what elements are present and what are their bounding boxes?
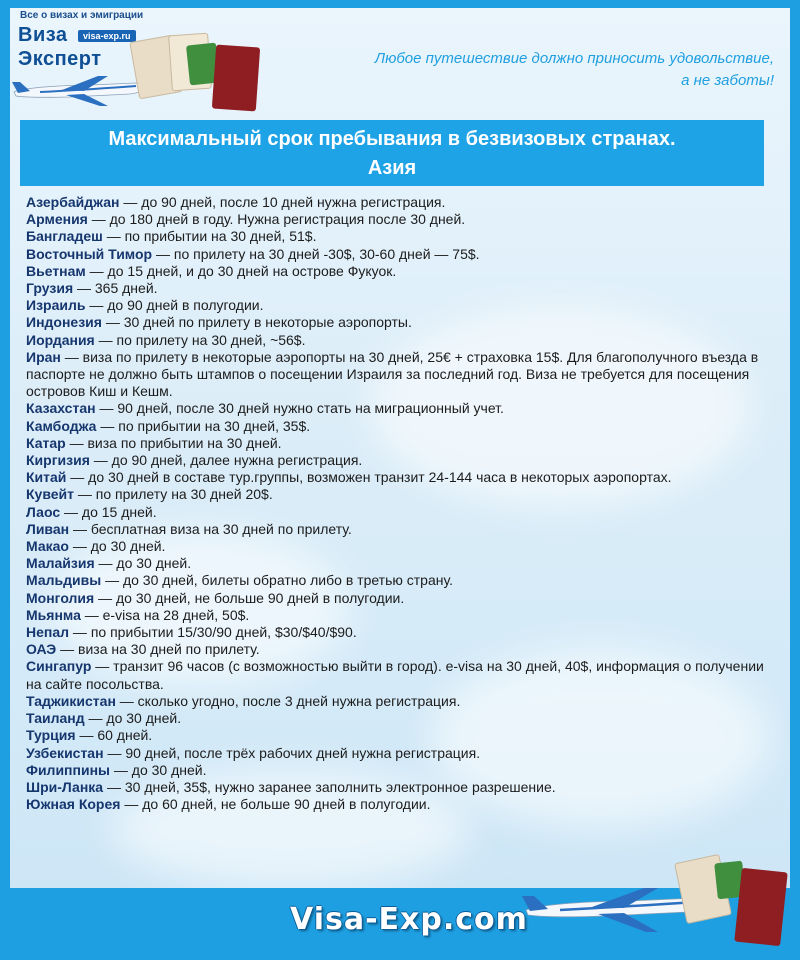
country-rule: — по прилету на 30 дней -30$, 30-60 дней — 75$. — [152, 245, 480, 262]
country-rule: — 90 дней, после 30 дней нужно стать на миграционный учет. — [95, 400, 504, 417]
country-rule: — по прилету на 30 дней 20$. — [74, 486, 273, 503]
list-item — [26, 418, 766, 435]
country-list — [26, 194, 766, 813]
country-rule: — до 30 дней в составе тур.группы, возможен транзит 24-144 часа в некоторых аэропортах. — [66, 469, 672, 486]
title-line: Азия — [367, 157, 417, 179]
country-name: Казахстан — [26, 400, 96, 417]
country-rule: — до 15 дней, и до 30 дней на острове Фукуок. — [85, 262, 397, 279]
country-rule: — виза по прилету в некоторые аэропорты на 30 дней, 25€ + страховка 15$. Для благополучного въезда в паспорте не должно быть штампов о посещении Израиля за последний год. Виза не требуется для посещения островов Киш и Кешм. — [26, 348, 759, 400]
list-item — [26, 521, 766, 538]
country-rule: — 30 дней, 35$, нужно заранее заполнить электронное разрешение. — [103, 778, 556, 795]
slogan-line: а не заботы! — [681, 72, 774, 89]
country-rule: — виза на 30 дней по прилету. — [56, 641, 260, 658]
list-item — [26, 538, 766, 555]
footer-logo: Visa-Exp.com — [290, 902, 528, 937]
list-item — [26, 710, 766, 727]
country-rule: — до 90 дней, после 10 дней нужна регистрация. — [119, 194, 446, 210]
country-name: Монголия — [26, 589, 95, 606]
page-title — [20, 120, 764, 186]
country-name: Вьетнам — [26, 262, 86, 279]
country-rule: — 90 дней, после трёх рабочих дней нужна регистрация. — [103, 744, 481, 761]
country-rule: — по прилету на 30 дней, ~56$. — [94, 331, 306, 348]
country-rule: — по прибытии на 30 дней, 51$. — [102, 228, 317, 245]
list-item — [26, 745, 766, 762]
country-name: Грузия — [26, 280, 74, 297]
country-name: Мальдивы — [26, 572, 102, 589]
list-item — [26, 280, 766, 297]
country-rule: — до 30 дней, не больше 90 дней в полугодии. — [94, 589, 405, 606]
country-name: Сингапур — [26, 658, 92, 675]
country-name: Узбекистан — [26, 744, 104, 761]
passport-cover-image — [212, 45, 260, 112]
list-item — [26, 590, 766, 607]
list-item — [26, 349, 766, 401]
country-name: Лаос — [26, 503, 61, 520]
country-rule: — до 90 дней, далее нужна регистрация. — [89, 452, 363, 469]
slogan-line: Любое путешествие должно приносить удовольствие, — [374, 50, 774, 67]
country-rule: — виза по прибытии на 30 дней. — [65, 434, 282, 451]
list-item — [26, 572, 766, 589]
country-name: Индонезия — [26, 314, 102, 331]
country-rule: — сколько угодно, после 3 дней нужна регистрация. — [115, 692, 461, 709]
country-name: Турция — [26, 727, 76, 744]
country-name: Азербайджан — [26, 194, 120, 210]
list-item — [26, 332, 766, 349]
country-name: Мьянма — [26, 606, 81, 623]
country-rule: — до 180 дней в году. Нужна регистрация после 30 дней. — [87, 211, 466, 228]
country-rule: — транзит 96 часов (с возможностью выйти в город). e-visa на 30 дней, 40$, информация о получении на сайте посольства. — [26, 658, 764, 692]
country-name: Ливан — [26, 520, 70, 537]
country-rule: — 60 дней. — [75, 727, 153, 744]
country-name: Израиль — [26, 297, 86, 314]
logo-url: visa-exp.ru — [78, 30, 136, 42]
country-name: Киргизия — [26, 452, 90, 469]
list-item — [26, 607, 766, 624]
country-name: Макао — [26, 538, 69, 555]
country-rule: — до 30 дней. — [94, 555, 192, 572]
list-item — [26, 314, 766, 331]
country-name: Иран — [26, 348, 61, 365]
country-rule: — по прибытии на 30 дней, 35$. — [96, 417, 311, 434]
country-name: Шри-Ланка — [26, 778, 104, 795]
country-name: Иордания — [26, 331, 95, 348]
country-rule: — до 90 дней в полугодии. — [85, 297, 264, 314]
country-name: Таиланд — [26, 710, 85, 727]
country-rule: — до 30 дней. — [110, 761, 207, 778]
passport-cover-image — [734, 868, 787, 946]
country-rule: — до 60 дней, не больше 90 дней в полугодии. — [120, 796, 431, 813]
list-item — [26, 400, 766, 417]
country-name: Таджикистан — [26, 692, 116, 709]
list-item — [26, 486, 766, 503]
country-name: Катар — [26, 434, 66, 451]
country-rule: — по прибытии 15/30/90 дней, $30/$40/$90. — [69, 624, 357, 641]
country-rule: — 30 дней по прилету в некоторые аэропорты. — [101, 314, 412, 331]
list-item — [26, 504, 766, 521]
logo-line-expert: Эксперт — [18, 48, 102, 70]
list-item — [26, 211, 766, 228]
list-item — [26, 727, 766, 744]
list-item — [26, 297, 766, 314]
country-name: Китай — [26, 469, 67, 486]
list-item — [26, 762, 766, 779]
list-item — [26, 246, 766, 263]
airplane-icon — [10, 70, 150, 110]
country-name: Камбоджа — [26, 417, 97, 434]
country-name: Филиппины — [26, 761, 110, 778]
logo-line-visa: Виза — [18, 24, 68, 46]
list-item — [26, 469, 766, 486]
list-item — [26, 658, 766, 692]
country-name: Кувейт — [26, 486, 75, 503]
list-item — [26, 555, 766, 572]
country-rule: — до 30 дней, билеты обратно либо в третью страну. — [101, 572, 453, 589]
country-rule: — бесплатная виза на 30 дней по прилету. — [69, 520, 352, 537]
country-rule: — до 30 дней. — [68, 538, 166, 555]
country-rule: — до 15 дней. — [60, 503, 157, 520]
country-rule: — 365 дней. — [73, 280, 158, 297]
title-line: Максимальный срок пребывания в безвизовых странах. — [108, 128, 676, 150]
list-item — [26, 452, 766, 469]
country-name: Бангладеш — [26, 228, 103, 245]
list-item — [26, 624, 766, 641]
list-item — [26, 779, 766, 796]
country-name: Восточный Тимор — [26, 245, 153, 262]
slogan — [375, 48, 774, 92]
list-item — [26, 796, 766, 813]
country-rule: — до 30 дней. — [84, 710, 182, 727]
header — [10, 8, 790, 120]
country-rule: — e-visa на 28 дней, 50$. — [80, 606, 250, 623]
site-tagline: Все о визах и эмиграции — [20, 10, 144, 21]
list-item — [26, 693, 766, 710]
list-item — [26, 263, 766, 280]
list-item — [26, 641, 766, 658]
country-name: Южная Корея — [26, 796, 121, 813]
list-item — [26, 435, 766, 452]
country-name: ОАЭ — [26, 641, 57, 658]
list-item — [26, 194, 766, 211]
country-name: Армения — [26, 211, 88, 228]
list-item — [26, 228, 766, 245]
country-name: Непал — [26, 624, 70, 641]
country-name: Малайзия — [26, 555, 95, 572]
